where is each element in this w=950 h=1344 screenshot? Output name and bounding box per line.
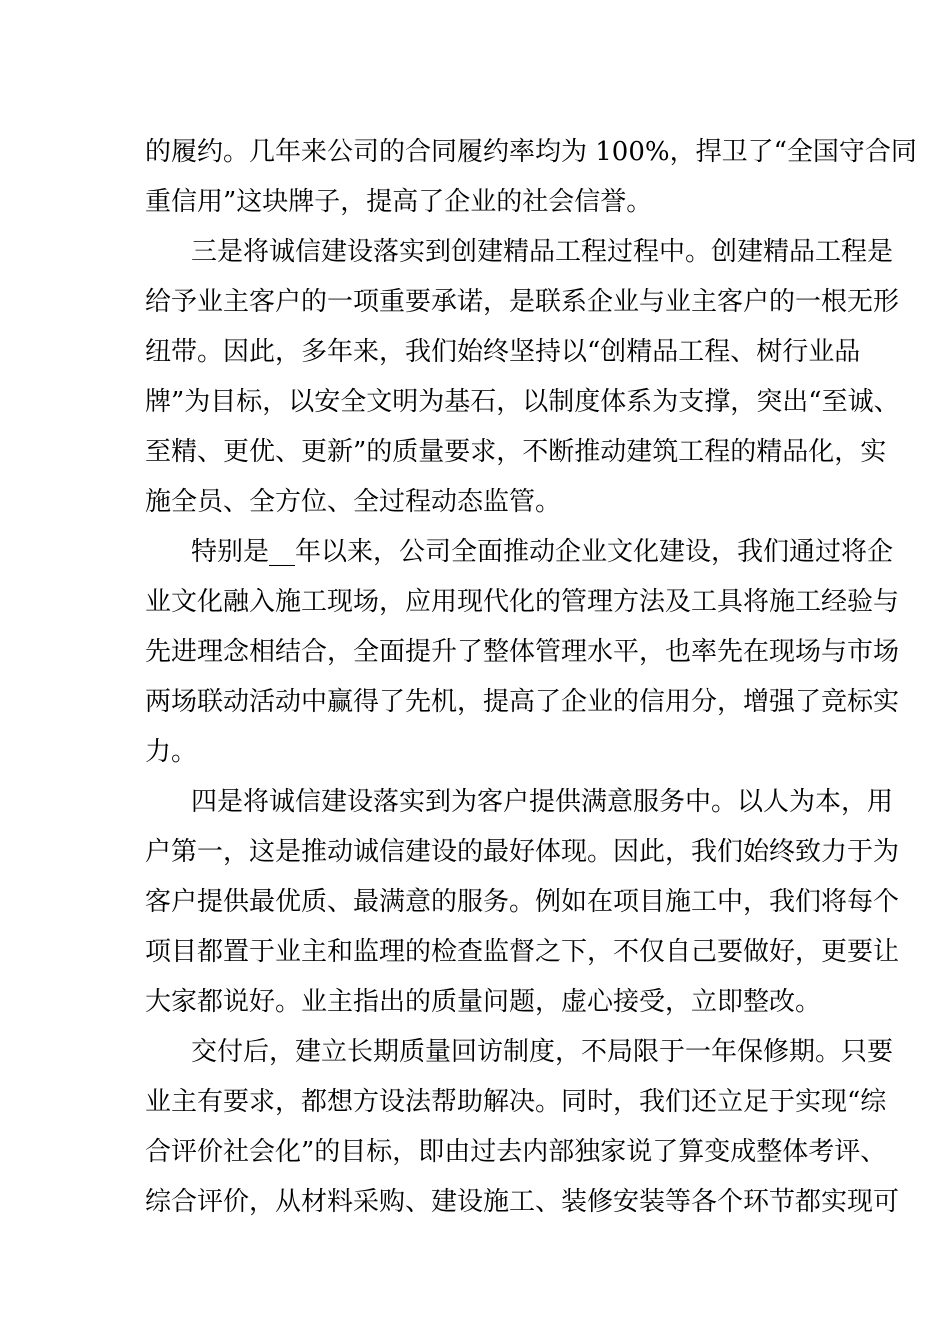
text-line: 至精、更优、更新”的质量要求，不断推动建筑工程的精品化，实 (145, 437, 887, 467)
text-line: 合评价社会化”的目标，即由过去内部独家说了算变成整体考评、 (145, 1137, 887, 1167)
paragraph (145, 1027, 900, 1227)
paragraph (145, 777, 900, 1027)
paragraph (145, 127, 917, 227)
paragraph (145, 527, 900, 777)
text-line: 业主有要求，都想方设法帮助解决。同时，我们还立足于实现“综 (145, 1087, 887, 1117)
text-line: 牌”为目标，以安全文明为基石，以制度体系为支撑，突出“至诚、 (145, 387, 900, 417)
text-line: 综合评价，从材料采购、建设施工、装修安装等各个环节都实现可 (145, 1187, 900, 1217)
text-line: 户第一，这是推动诚信建设的最好体现。因此，我们始终致力于为 (145, 837, 900, 867)
text-line: 先进理念相结合，全面提升了整体管理水平，也率先在现场与市场 (145, 637, 900, 667)
text-line: 的履约。几年来公司的合同履约率均为 100%，捍卫了“全国守合同 (145, 137, 917, 167)
text-line: 项目都置于业主和监理的检查监督之下，不仅自己要做好，更要让 (145, 937, 900, 967)
text-line: 客户提供最优质、最满意的服务。例如在项目施工中，我们将每个 (145, 887, 900, 917)
text-line: 力。 (145, 737, 198, 767)
text-line: 四是将诚信建设落实到为客户提供满意服务中。以人为本，用 (191, 787, 894, 817)
text-line: 重信用”这块牌子，提高了企业的社会信誉。 (145, 187, 653, 217)
text-line: 两场联动活动中赢得了先机，提高了企业的信用分，增强了竞标实 (145, 687, 900, 717)
text-line: 给予业主客户的一项重要承诺，是联系企业与业主客户的一根无形 (145, 287, 900, 317)
document-body (145, 127, 917, 1227)
text-line: 大家都说好。业主指出的质量问题，虚心接受，立即整改。 (145, 987, 822, 1017)
text-line: 业文化融入施工现场，应用现代化的管理方法及工具将施工经验与 (145, 587, 900, 617)
text-line: 交付后，建立长期质量回访制度，不局限于一年保修期。只要 (191, 1037, 894, 1067)
text-line: 特别是__年以来，公司全面推动企业文化建设，我们通过将企 (191, 537, 894, 567)
text-line: 施全员、全方位、全过程动态监管。 (145, 487, 562, 517)
text-line: 纽带。因此，多年来，我们始终坚持以“创精品工程、树行业品 (145, 337, 861, 367)
text-line: 三是将诚信建设落实到创建精品工程过程中。创建精品工程是 (191, 237, 894, 267)
paragraph (145, 227, 900, 527)
